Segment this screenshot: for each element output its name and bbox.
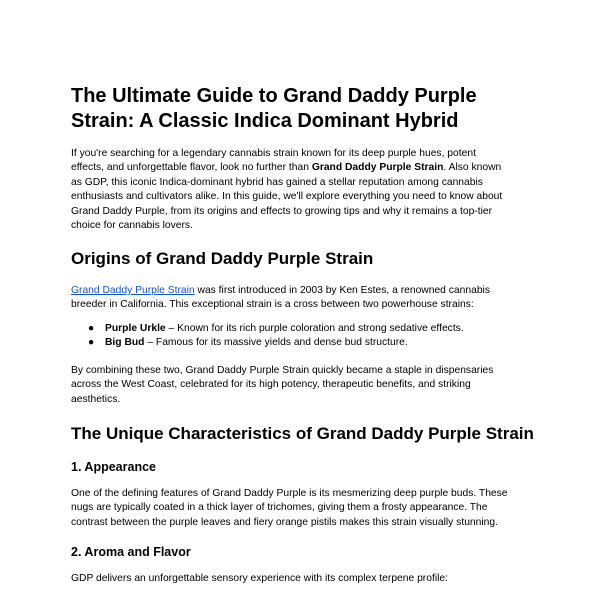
aroma-paragraph: GDP delivers an unforgettable sensory experience with its complex terpene profile: [71,573,448,584]
aroma-heading: 2. Aroma and Flavor [71,545,191,559]
characteristics-heading: The Unique Characteristics of Grand Daddy Purple Strain [71,424,534,443]
origins-summary-paragraph: By combining these two, Grand Daddy Purple Strain quickly became a staple in dispensaries across the West Coast, celebrated for its high potency, therapeutic benefits, and striking aesthetics. [71,365,494,405]
origins-heading: Origins of Grand Daddy Purple Strain [71,249,374,268]
strain-name-bold: Grand Daddy Purple Strain [311,162,444,174]
appearance-paragraph: One of the defining features of Grand Daddy Purple is its mesmerizing deep purple buds. These nugs are typically coated in a thick layer of trichomes, giving them a frosty appearance. The contrast between the purple leaves and fiery orange pistils makes this strain visually stunning. [71,488,508,528]
parent-strains-list [71,322,531,351]
intro-paragraph: If you're searching for a legendary cannabis strain known for its deep purple hues, potent effects, and unforgettable flavor, look no further than Grand Daddy Purple Strain. Also known as GDP, this iconic Indica-dominant hybrid has gained a stellar reputation among cannabis enthusiasts and cultivators alike. In this guide, we'll explore everything you need to know about Grand Daddy Purple, from its origins and effects to growing tips and why it remains a top-tier choice for cannabis lovers. [71,148,503,232]
origins-paragraph: Grand Daddy Purple Strain was first introduced in 2003 by Ken Estes, a renowned cannabis breeder in California. This exceptional strain is a cross between two powerhouse strains: [71,285,490,311]
appearance-heading: 1. Appearance [71,460,156,474]
list-item: ● Big Bud – Famous for its massive yields and dense bud structure. [71,336,531,350]
strain-link[interactable]: Grand Daddy Purple Strain [71,285,195,296]
bullet-icon: ● [88,323,95,334]
page-title: The Ultimate Guide to Grand Daddy Purple Strain: A Classic Indica Dominant Hybrid [71,85,477,132]
bullet-icon: ● [88,337,95,349]
list-item: ● Purple Urkle – Known for its rich purple coloration and strong sedative effects. [71,322,531,336]
